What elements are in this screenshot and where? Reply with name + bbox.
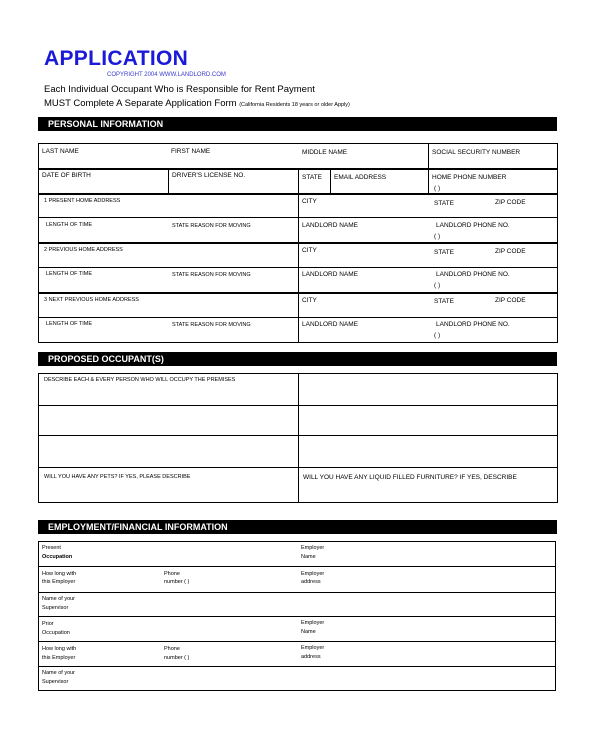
instruction-line-2 <box>44 98 350 109</box>
dob-label: DATE OF BIRTH <box>42 172 91 179</box>
reason-moving-label: STATE REASON FOR MOVING <box>172 272 251 278</box>
employer-label: Employer <box>301 571 325 577</box>
zip-label: ZIP CODE <box>495 199 526 206</box>
home-phone-label: HOME PHONE NUMBER <box>432 174 507 181</box>
phone-number-label: number ( ) <box>164 655 190 661</box>
length-of-time-label: LENGTH OF TIME <box>46 321 93 327</box>
furniture-label: WILL YOU HAVE ANY LIQUID FILLED FURNITURE? IF YES, DESCRIBE <box>303 474 517 481</box>
email-label: EMAIL ADDRESS <box>334 174 387 181</box>
employer-address-label: address <box>301 579 321 585</box>
employer-label: Employer <box>301 545 325 551</box>
ssn-label: SOCIAL SECURITY NUMBER <box>432 149 521 156</box>
instruction-line-2-note: (California Residents 18 years or older Apply) <box>239 102 350 108</box>
landlord-phone-paren: ( ) <box>434 282 441 289</box>
middle-name-label: MIDDLE NAME <box>302 149 348 156</box>
next-previous-address-label: 3 NEXT PREVIOUS HOME ADDRESS <box>44 297 139 303</box>
zip-label: ZIP CODE <box>495 248 526 255</box>
occupation-label: Occupation <box>42 554 73 560</box>
employer-label: Employer <box>301 620 325 626</box>
landlord-phone-label: LANDLORD PHONE NO. <box>436 271 510 278</box>
landlord-name-label: LANDLORD NAME <box>302 222 358 229</box>
phone-label: Phone <box>164 646 180 652</box>
length-of-time-label: LENGTH OF TIME <box>46 271 93 277</box>
how-long-label: How long with <box>42 646 77 652</box>
this-employer-label: this Employer <box>42 579 76 585</box>
home-phone-paren: ( ) <box>434 185 441 192</box>
page-title: APPLICATION <box>44 47 189 70</box>
reason-moving-label: STATE REASON FOR MOVING <box>172 223 251 229</box>
prior-occupation-label: Occupation <box>42 630 70 636</box>
landlord-name-label: LANDLORD NAME <box>302 321 358 328</box>
instruction-line-1: Each Individual Occupant Who is Responsible for Rent Payment <box>44 84 315 95</box>
phone-label: Phone <box>164 571 180 577</box>
employer-label: Employer <box>301 645 325 651</box>
first-name-label: FIRST NAME <box>171 148 211 155</box>
name-of-your-label: Name of your <box>42 670 76 676</box>
landlord-phone-label: LANDLORD PHONE NO. <box>436 222 510 229</box>
employment-header: EMPLOYMENT/FINANCIAL INFORMATION <box>38 520 557 534</box>
occupants-header: PROPOSED OCCUPANT(S) <box>38 352 557 366</box>
describe-occupants-label: DESCRIBE EACH & EVERY PERSON WHO WILL OCCUPY THE PREMISES <box>44 377 236 383</box>
copyright-text: COPYRIGHT 2004 WWW.LANDLORD.COM <box>107 72 226 78</box>
employer-name-label: Name <box>301 629 316 635</box>
state-label: STATE <box>434 298 454 305</box>
drivers-license-label: DRIVER'S LICENSE NO. <box>172 172 246 179</box>
city-label: CITY <box>302 198 317 205</box>
landlord-phone-paren: ( ) <box>434 332 441 339</box>
city-label: CITY <box>302 297 317 304</box>
present-label: Present <box>42 545 61 551</box>
name-of-your-label: Name of your <box>42 596 76 602</box>
employer-address-label: address <box>301 654 321 660</box>
reason-moving-label: STATE REASON FOR MOVING <box>172 322 251 328</box>
how-long-label: How long with <box>42 571 77 577</box>
supervisor-label: Supervisor <box>42 679 69 685</box>
personal-info-header: PERSONAL INFORMATION <box>38 117 557 131</box>
present-address-label: 1 PRESENT HOME ADDRESS <box>44 198 121 204</box>
name-row <box>38 143 558 169</box>
landlord-phone-label: LANDLORD PHONE NO. <box>436 321 510 328</box>
length-of-time-label: LENGTH OF TIME <box>46 222 93 228</box>
employer-name-label: Name <box>301 554 316 560</box>
this-employer-label: this Employer <box>42 655 76 661</box>
instruction-line-2-main: MUST Complete A Separate Application Form <box>44 98 237 109</box>
previous-address-label: 2 PREVIOUS HOME ADDRESS <box>44 247 123 253</box>
phone-number-label: number ( ) <box>164 579 190 585</box>
state-label: STATE <box>434 200 454 207</box>
landlord-name-label: LANDLORD NAME <box>302 271 358 278</box>
landlord-phone-paren: ( ) <box>434 233 441 240</box>
zip-label: ZIP CODE <box>495 297 526 304</box>
city-label: CITY <box>302 247 317 254</box>
pets-label: WILL YOU HAVE ANY PETS? IF YES, PLEASE DESCRIBE <box>44 474 191 480</box>
state-label: STATE <box>434 249 454 256</box>
prior-label: Prior <box>42 621 54 627</box>
last-name-label: LAST NAME <box>42 148 79 155</box>
supervisor-label: Supervisor <box>42 605 69 611</box>
state-label: STATE <box>302 174 322 181</box>
